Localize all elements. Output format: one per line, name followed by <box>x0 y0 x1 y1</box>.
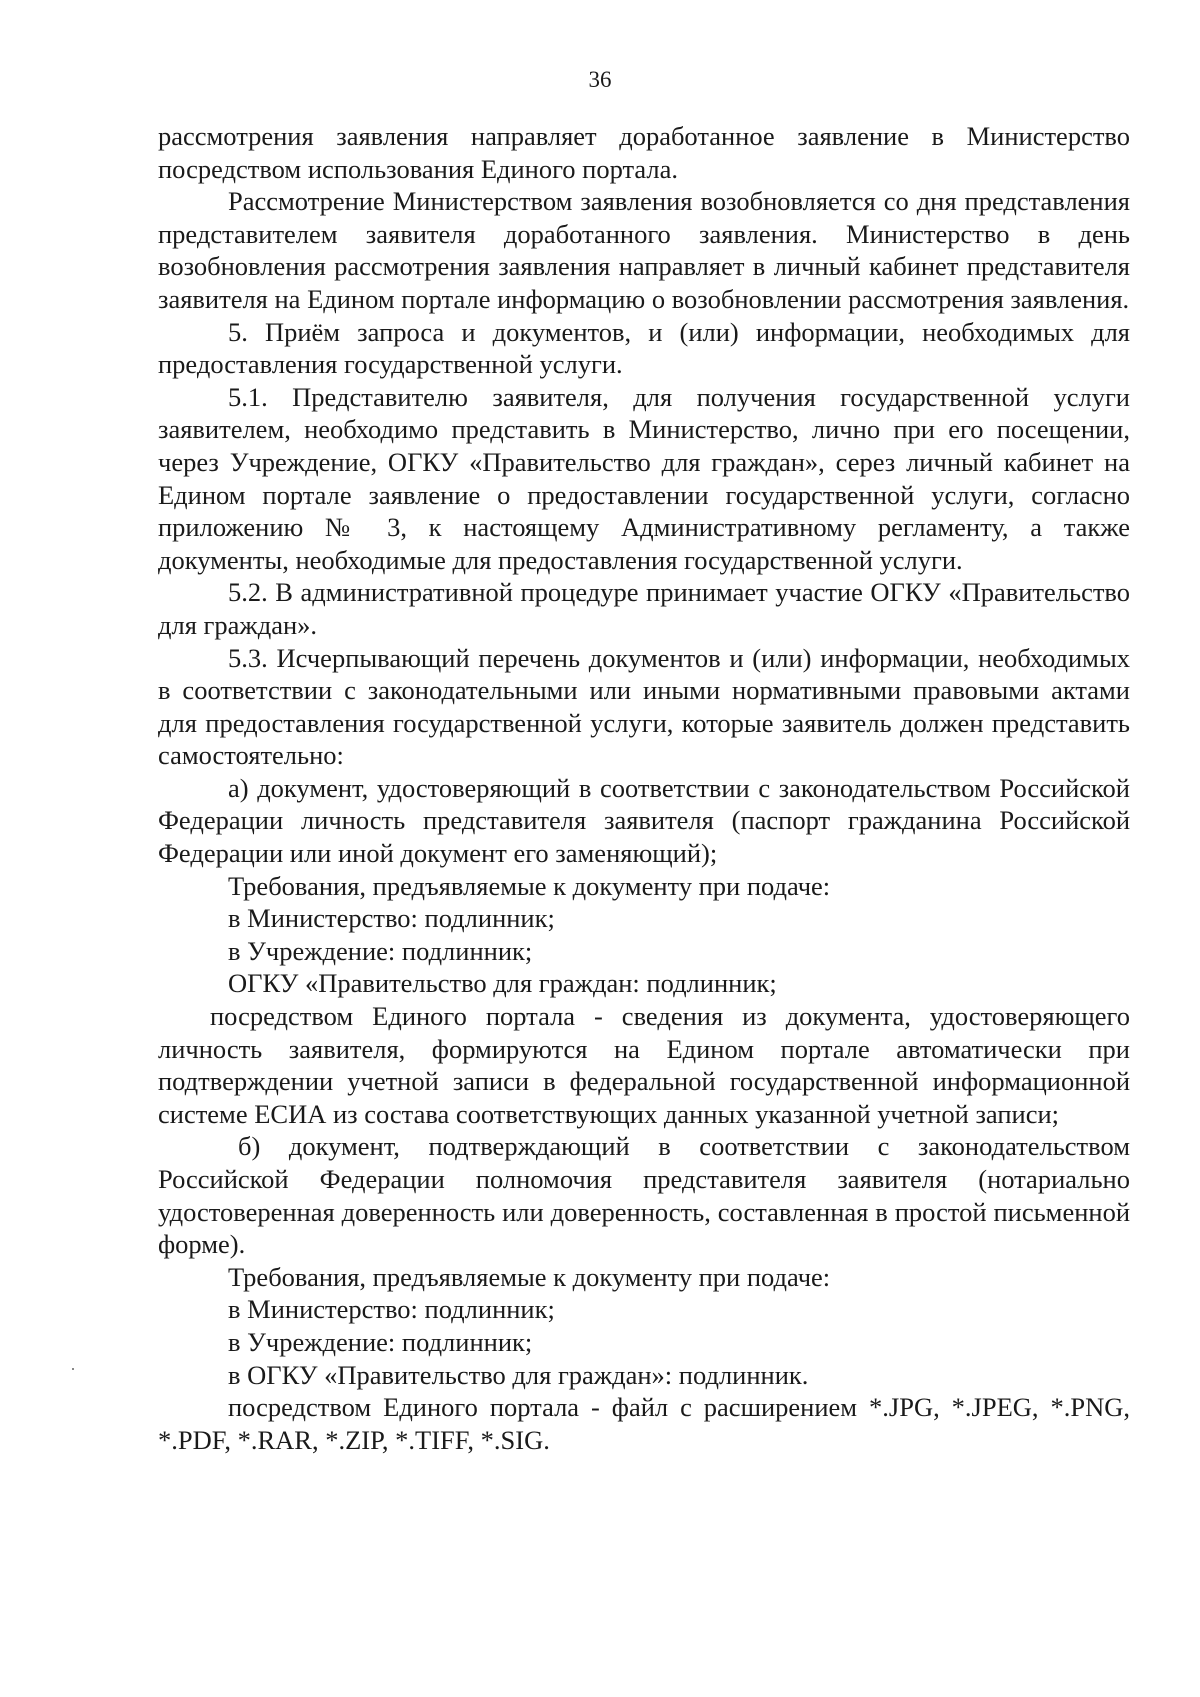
requirement-a-ogku: ОГКУ «Правительство для граждан: подлинник; <box>228 968 777 999</box>
item-a: а) документ, удостоверяющий в соответствии с законодательством Российской Федерации личность представителя заявителя (паспорт гражданина Российской Федерации или иной документ его заменяющий); <box>158 772 1130 869</box>
requirement-b-institution: в Учреждение: подлинник; <box>228 1326 533 1357</box>
requirement-b-portal: посредством Единого портала - файл с расширением *.JPG, *.JPEG, *.PNG, *.PDF, *.RAR, *.ZIP, *.TIFF, *.SIG. <box>158 1392 1130 1455</box>
page-number: 36 <box>588 67 612 92</box>
document-body <box>158 120 1130 1456</box>
scan-speck <box>72 1368 74 1370</box>
requirement-a-institution: в Учреждение: подлинник; <box>228 935 533 966</box>
requirements-heading-a: Требования, предъявляемые к документу при подаче: <box>228 870 831 901</box>
requirement-b-ministry: в Министерство: подлинник; <box>228 1294 555 1325</box>
clause-5-3: 5.3. Исчерпывающий перечень документов и (или) информации, необходимых в соответствии с законодательными или иными нормативными правовыми актами для предоставления государственной услуги, которые заявитель должен представить самостоятельно: <box>158 642 1130 771</box>
paragraph-2: Рассмотрение Министерством заявления возобновляется со дня представления представителем заявителя доработанного заявления. Министерство в день возобновления рассмотрения заявления направляет в личный кабинет представителя заявителя на Едином портале информацию о возобновлении рассмотрения заявления. <box>158 186 1130 314</box>
requirement-a-portal: посредством Единого портала - сведения из документа, удостоверяющего личность заявителя, формируются на Едином портале автоматически при подтверждении учетной записи в федеральной государственной информационной системе ЕСИА из состава соответствующих данных указанной учетной записи; <box>158 1001 1130 1129</box>
clause-5-1: 5.1. Представителю заявителя, для получения государственной услуги заявителем, необходимо представить в Министерство, лично при его посещении, через Учреждение, ОГКУ «Правительство для граждан», серез личный кабинет на Едином портале заявление о предоставлении государственной услуги, согласно приложению № 3, к настоящему Административному регламенту, а также документы, необходимые для предоставления государственной услуги. <box>158 381 1130 575</box>
requirements-heading-b: Требования, предъявляемые к документу при подаче: <box>228 1261 831 1292</box>
requirement-a-ministry: в Министерство: подлинник; <box>228 903 555 934</box>
requirement-b-ogku: в ОГКУ «Правительство для граждан»: подлинник. <box>228 1359 809 1390</box>
item-b: б) документ, подтверждающий в соответствии с законодательством Российской Федерации полномочия представителя заявителя (нотариально удостоверенная доверенность или доверенность, составленная в простой письменной форме). <box>158 1131 1130 1260</box>
clause-5-2: 5.2. В административной процедуре принимает участие ОГКУ «Правительство для граждан». <box>158 577 1130 640</box>
paragraph-1: рассмотрения заявления направляет доработанное заявление в Министерство посредством использования Единого портала. <box>158 121 1130 184</box>
section-5-heading: 5. Приём запроса и документов, и (или) информации, необходимых для предоставления государственной услуги. <box>158 316 1130 380</box>
